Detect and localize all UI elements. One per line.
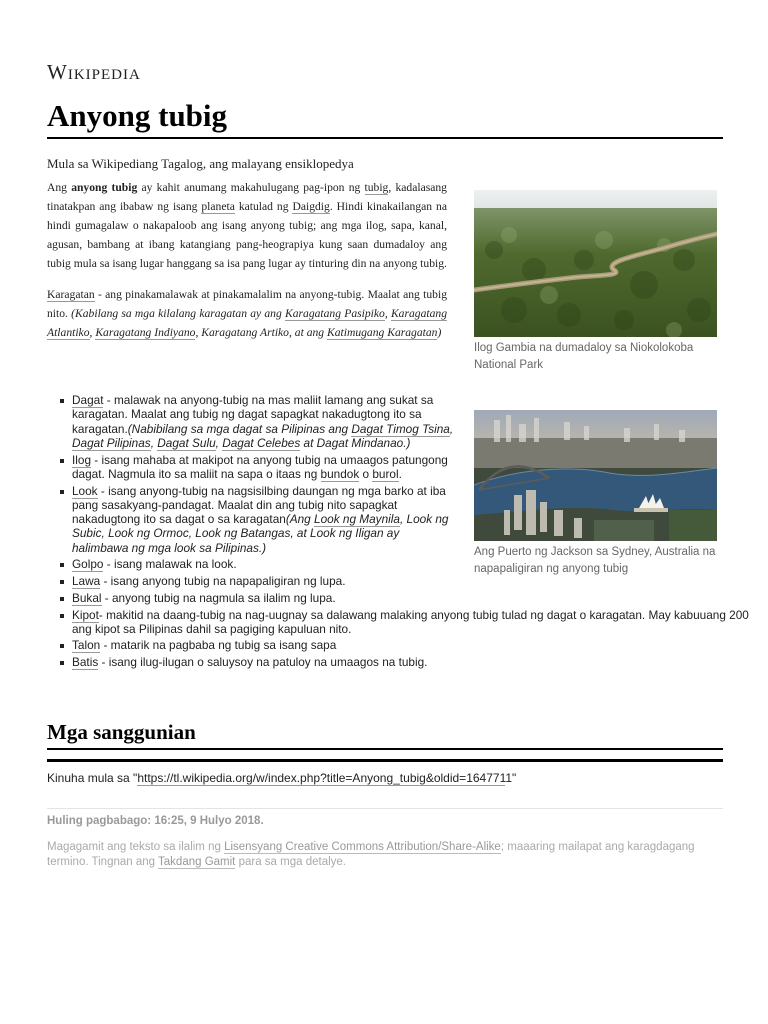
figure-caption: Ilog Gambia na dumadaloy sa Niokolokoba National Park: [474, 342, 694, 371]
link-talon[interactable]: Talon: [72, 638, 101, 653]
lead-text: [47, 178, 447, 354]
link-dagat-sulu[interactable]: Dagat Sulu: [157, 435, 216, 450]
wikipedia-logo[interactable]: [47, 60, 141, 85]
source-link[interactable]: https://tl.wikipedia.org/w/index.php?title=Anyong_tubig&oldid=164771: [137, 771, 506, 785]
link-tubig[interactable]: tubig: [364, 181, 389, 194]
link-karagatang-indiyano[interactable]: Karagatang Indiyano: [95, 326, 196, 339]
figure-gambia: [474, 190, 717, 374]
source-line: Kinuha mula sa "https://tl.wikipedia.org/w/index.php?title=Anyong_tubig&oldid=1647711": [47, 771, 517, 785]
list-item: Batis - isang ilug-ilugan o saluysoy na patuloy na umaagos na tubig.: [72, 655, 762, 669]
list-item: Lawa - isang anyong tubig na napapaligiran ng lupa.: [72, 574, 762, 588]
link-look-ng-maynila[interactable]: Look ng Maynila: [314, 512, 400, 527]
link-planeta[interactable]: planeta: [201, 200, 235, 213]
license-text: Magagamit ang teksto sa ilalim ng Lisensyang Creative Commons Attribution/Share-Alike; maaaring mailapat ang karagdagang termino. Tingnan ang Takdang Gamit para sa mga detalye.: [47, 841, 695, 868]
last-modified: Huling pagbabago: 16:25, 9 Hulyo 2018.: [47, 815, 264, 827]
link-dagat-timog-tsina[interactable]: Dagat Timog Tsina: [351, 421, 450, 436]
water-bodies-list: [47, 393, 762, 672]
section-heading: Mga sanggunian: [47, 720, 196, 744]
figure-caption: Ang Puerto ng Jackson sa Sydney, Australia na napapaligiran ng anyong tubig: [474, 546, 716, 575]
terms-link[interactable]: Takdang Gamit: [158, 856, 236, 868]
list-item: Talon - matarik na pagbaba ng tubig sa isang sapa: [72, 638, 762, 652]
link-kipot[interactable]: Kipot: [72, 607, 99, 622]
link-bukal[interactable]: Bukal: [72, 590, 102, 605]
list-item: Golpo - isang malawak na look.: [72, 557, 762, 571]
list-item: Look - isang anyong-tubig na nagsisilbing daungan ng mga barko at iba pang sasakyang-pandagat. Maalat din ang tubig nito sapagkat nakadugtong ito sa dagat o sa karagatan(Ang Look ng Maynila, Look ng Subic, Look ng Ormoc, Look ng Batangas, at Look ng Iligan ay halimbawa ng mga look sa Pilipinas.): [72, 484, 457, 555]
link-katimugang-karagatan[interactable]: Katimugang Karagatan: [326, 326, 438, 339]
title-divider: [47, 137, 723, 139]
list-item: Dagat - malawak na anyong-tubig na mas maliit lamang ang sukat sa karagatan. Maalat ang tubig ng dagat sapagkat nakadugtong ito sa karagatan.(Nabibilang sa mga dagat sa Pilipinas ang Dagat Timog Tsina, Dagat Pilipinas, Dagat Sulu, Dagat Celebes at Dagat Mindanao.): [72, 393, 457, 450]
link-daigdig[interactable]: Daigdig: [292, 200, 330, 213]
tagline: Mula sa Wikipediang Tagalog, ang malayang ensiklopedya: [47, 156, 354, 171]
link-look[interactable]: Look: [72, 483, 98, 498]
section-divider-thick: [47, 759, 723, 762]
lead-paragraph-2: Karagatan - ang pinakamalawak at pinakamalalim na anyong-tubig. Maalat ang tubig nito. (Kabilang sa mga kilalang karagatan ay ang Karagatang Pasipiko, Karagatang Atlantiko, Karagatang Indiyano, Karagatang Artiko, at ang Katimugang Karagatan): [47, 288, 447, 339]
footer-divider: [47, 808, 723, 809]
link-dagat[interactable]: Dagat: [72, 393, 104, 407]
link-ilog[interactable]: Ilog: [72, 452, 92, 467]
link-dagat-pilipinas[interactable]: Dagat Pilipinas: [72, 435, 151, 450]
logo-text: Wikipedia: [47, 60, 141, 84]
link-dagat-celebes[interactable]: Dagat Celebes: [222, 435, 301, 450]
list-item: Bukal - anyong tubig na nagmula sa ilalim ng lupa.: [72, 591, 762, 605]
lead-paragraph-1: Ang anyong tubig ay kahit anumang makahulugang pag-ipon ng tubig, kadalasang tinatakpan ang ibabaw ng isang planeta katulad ng Daigdig. Hindi kinakailangan na hindi gumagalaw o nakapaloob ang isang anyong tubig; ang mga ilog, sapa, kanal, agusan, bambang at ibang katangiang pang-heograpiya kung saan dumadaloy ang tubig mula sa isang lugar hanggang sa isa pang lugar ay tinturing din na anyong tubig.: [47, 181, 447, 270]
link-golpo[interactable]: Golpo: [72, 557, 104, 572]
gambia-river-image[interactable]: [474, 190, 717, 337]
lead-term: anyong tubig: [71, 181, 138, 194]
link-batis[interactable]: Batis: [72, 655, 99, 670]
link-bundok[interactable]: bundok: [320, 466, 360, 481]
list-item: Kipot- makitid na daang-tubig na nag-uugnay sa dalawang malaking anyong tubig tulad ng dagat o karagatan. May kabuuang 200 ang kipot sa Pilipinas dahil sa pagiging kapuluan nito.: [72, 608, 762, 637]
link-karagatang-atlantiko[interactable]: Karagatang Atlantiko: [47, 307, 447, 339]
list-item: Ilog - isang mahaba at makipot na anyong tubig na umaagos patungong dagat. Nagmula ito sa maliit na sapa o itaas ng bundok o burol.: [72, 453, 457, 482]
link-karagatang-pasipiko[interactable]: Karagatang Pasipiko: [284, 307, 385, 320]
page-title: Anyong tubig: [47, 98, 228, 133]
license-link[interactable]: Lisensyang Creative Commons Attribution/Share-Alike: [224, 841, 501, 853]
link-lawa[interactable]: Lawa: [72, 574, 101, 589]
link-burol[interactable]: burol: [372, 466, 399, 481]
link-karagatan[interactable]: Karagatan: [47, 288, 95, 301]
section-divider: [47, 748, 723, 750]
